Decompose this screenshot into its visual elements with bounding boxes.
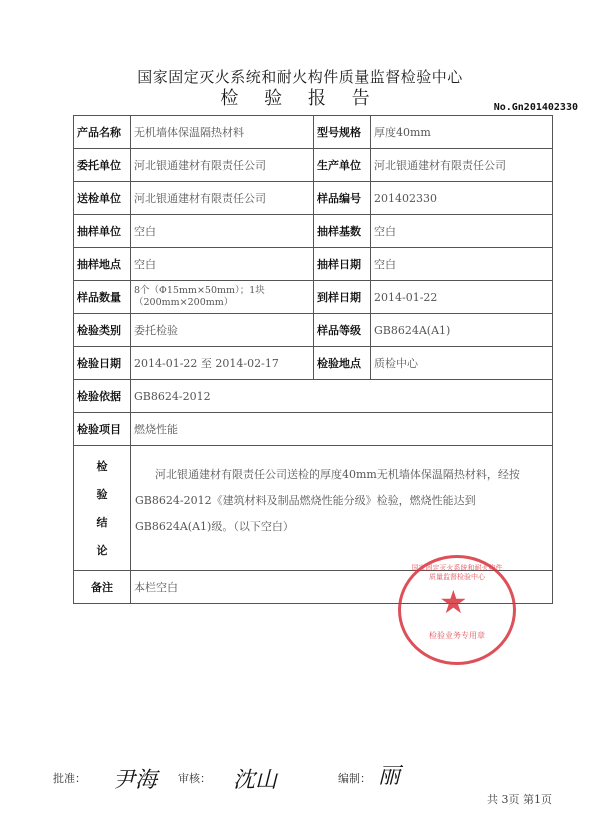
field-label: 抽样日期 xyxy=(314,248,371,281)
field-value: 2014-01-22 xyxy=(371,281,553,314)
field-value: GB8624-2012 xyxy=(131,380,553,413)
field-value: 空白 xyxy=(371,215,553,248)
table-row xyxy=(74,149,553,182)
field-label: 样品数量 xyxy=(74,281,131,314)
table-row xyxy=(74,116,553,149)
field-label: 抽样单位 xyxy=(74,215,131,248)
report-table xyxy=(73,115,553,604)
signature-footer xyxy=(53,764,552,817)
review-label: 审核： xyxy=(178,772,211,785)
table-row xyxy=(74,182,553,215)
field-label: 抽样基数 xyxy=(314,215,371,248)
conclusion-body xyxy=(131,446,553,571)
field-label: 型号规格 xyxy=(314,116,371,149)
field-value: 委托检验 xyxy=(131,314,314,347)
field-value: 空白 xyxy=(131,215,314,248)
field-label: 抽样地点 xyxy=(74,248,131,281)
table-row xyxy=(74,380,553,413)
field-value: 河北银通建材有限责任公司 xyxy=(131,182,314,215)
prepare-signature: 丽 xyxy=(378,764,401,789)
field-label: 检验依据 xyxy=(74,380,131,413)
field-label: 样品编号 xyxy=(314,182,371,215)
conclusion-row xyxy=(74,446,553,571)
notes-text: 本栏空白 xyxy=(131,571,553,604)
conclusion-text: 河北银通建材有限责任公司送检的厚度40mm无机墙体保温隔热材料，经按GB8624-2012《建筑材料及制品燃烧性能分级》检验，燃烧性能达到GB8624A(A1)级。（以下空白） xyxy=(135,468,520,533)
field-value: 无机墙体保温隔热材料 xyxy=(131,116,314,149)
table-row xyxy=(74,314,553,347)
star-icon: ★ xyxy=(439,583,468,621)
conclusion-label-char: 论 xyxy=(96,544,108,557)
field-label: 送检单位 xyxy=(74,182,131,215)
field-label: 产品名称 xyxy=(74,116,131,149)
table-row xyxy=(74,281,553,314)
field-value: 河北银通建材有限责任公司 xyxy=(371,149,553,182)
field-label: 检验日期 xyxy=(74,347,131,380)
field-label: 检验项目 xyxy=(74,413,131,446)
conclusion-label-char: 验 xyxy=(96,488,108,501)
table-row xyxy=(74,248,553,281)
seal-ring-text: 国家固定灭火系统和耐火构件质量监督检验中心 xyxy=(411,564,503,581)
table-row xyxy=(74,215,553,248)
table-row xyxy=(74,413,553,446)
conclusion-label xyxy=(74,446,131,571)
field-value: 河北银通建材有限责任公司 xyxy=(131,149,314,182)
approve-label: 批准： xyxy=(53,772,86,785)
conclusion-label-char: 结 xyxy=(96,516,108,529)
field-label: 检验地点 xyxy=(314,347,371,380)
conclusion-label-char: 检 xyxy=(96,460,108,473)
prepare-label: 编制： xyxy=(338,772,371,785)
field-value: 8个（Φ15mm×50mm）；1块（200mm×200mm） xyxy=(131,281,314,314)
organization-title: 国家固定灭火系统和耐火构件质量监督检验中心 xyxy=(137,68,463,86)
field-label: 到样日期 xyxy=(314,281,371,314)
field-label: 委托单位 xyxy=(74,149,131,182)
field-value: 质检中心 xyxy=(371,347,553,380)
table-row xyxy=(74,347,553,380)
approve-signature: 尹海 xyxy=(113,768,158,793)
field-value: 厚度40mm xyxy=(371,116,553,149)
field-value: 空白 xyxy=(371,248,553,281)
notes-label: 备注 xyxy=(74,571,131,604)
field-label: 样品等级 xyxy=(314,314,371,347)
field-value: 空白 xyxy=(131,248,314,281)
field-value: 燃烧性能 xyxy=(131,413,553,446)
field-value: 201402330 xyxy=(371,182,553,215)
notes-row xyxy=(74,571,553,604)
field-value: 2014-01-22 至 2014-02-17 xyxy=(131,347,314,380)
field-label: 检验类别 xyxy=(74,314,131,347)
seal-bottom-text: 检验业务专用章 xyxy=(429,631,485,640)
review-signature: 沈山 xyxy=(233,768,278,793)
report-number: No.Gn201402330 xyxy=(493,102,578,113)
field-label: 生产单位 xyxy=(314,149,371,182)
field-value: GB8624A(A1) xyxy=(371,314,553,347)
report-title: 检 验 报 告 xyxy=(220,88,380,109)
page-indicator: 共 3页 第1页 xyxy=(487,793,552,806)
